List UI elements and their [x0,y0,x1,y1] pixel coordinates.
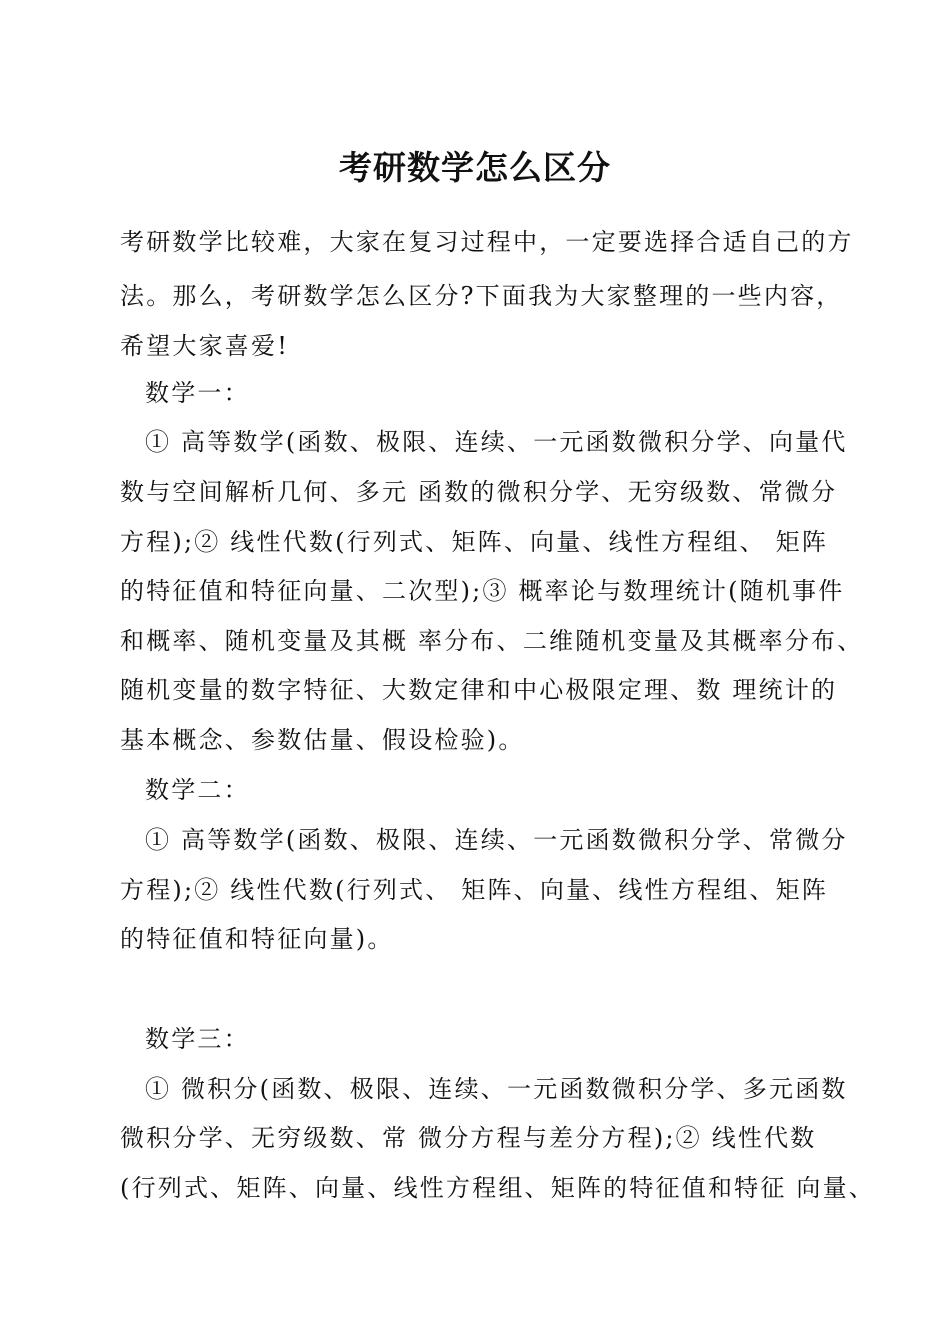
paragraph-line: 基本概念、参数估量、假设检验)。 [120,726,525,754]
intro-line: 法。那么，考研数学怎么区分?下面我为大家整理的一些内容， [120,282,843,310]
intro-line: 希望大家喜爱! [120,332,290,360]
paragraph-line: 数与空间解析几何、多元 函数的微积分学、无穷级数、常微分 [120,478,838,506]
section-heading-math-three: 数学三： [145,1025,250,1053]
paragraph-line: 的特征值和特征向量)。 [120,925,394,953]
intro-line: 考研数学比较难，大家在复习过程中，一定要选择合适自己的方 [120,228,854,256]
paragraph-line: 微积分学、无穷级数、常 微分方程与差分方程);② 线性代数 [120,1124,817,1152]
paragraph-line: ① 高等数学(函数、极限、连续、一元函数微积分学、向量代 [145,428,848,456]
paragraph-line: 方程);② 线性代数(行列式、 矩阵、向量、线性方程组、矩阵 [120,876,829,904]
section-heading-math-two: 数学二： [145,776,250,804]
paragraph-line: 方程);② 线性代数(行列式、矩阵、向量、线性方程组、 矩阵 [120,528,829,556]
paragraph-line: 和概率、随机变量及其概 率分布、二维随机变量及其概率分布、 [120,627,864,655]
paragraph-line: 随机变量的数字特征、大数定律和中心极限定理、数 理统计的 [120,676,838,704]
paragraph-line: (行列式、矩阵、向量、线性方程组、矩阵的特征值和特征 向量、 [120,1174,875,1202]
paragraph-line: ① 微积分(函数、极限、连续、一元函数微积分学、多元函数 [145,1075,848,1103]
section-heading-math-one: 数学一： [145,379,250,407]
paragraph-line: ① 高等数学(函数、极限、连续、一元函数微积分学、常微分 [145,826,848,854]
document-title: 考研数学怎么区分 [339,148,611,187]
paragraph-line: 的特征值和特征向量、二次型);③ 概率论与数理统计(随机事件 [120,577,845,605]
